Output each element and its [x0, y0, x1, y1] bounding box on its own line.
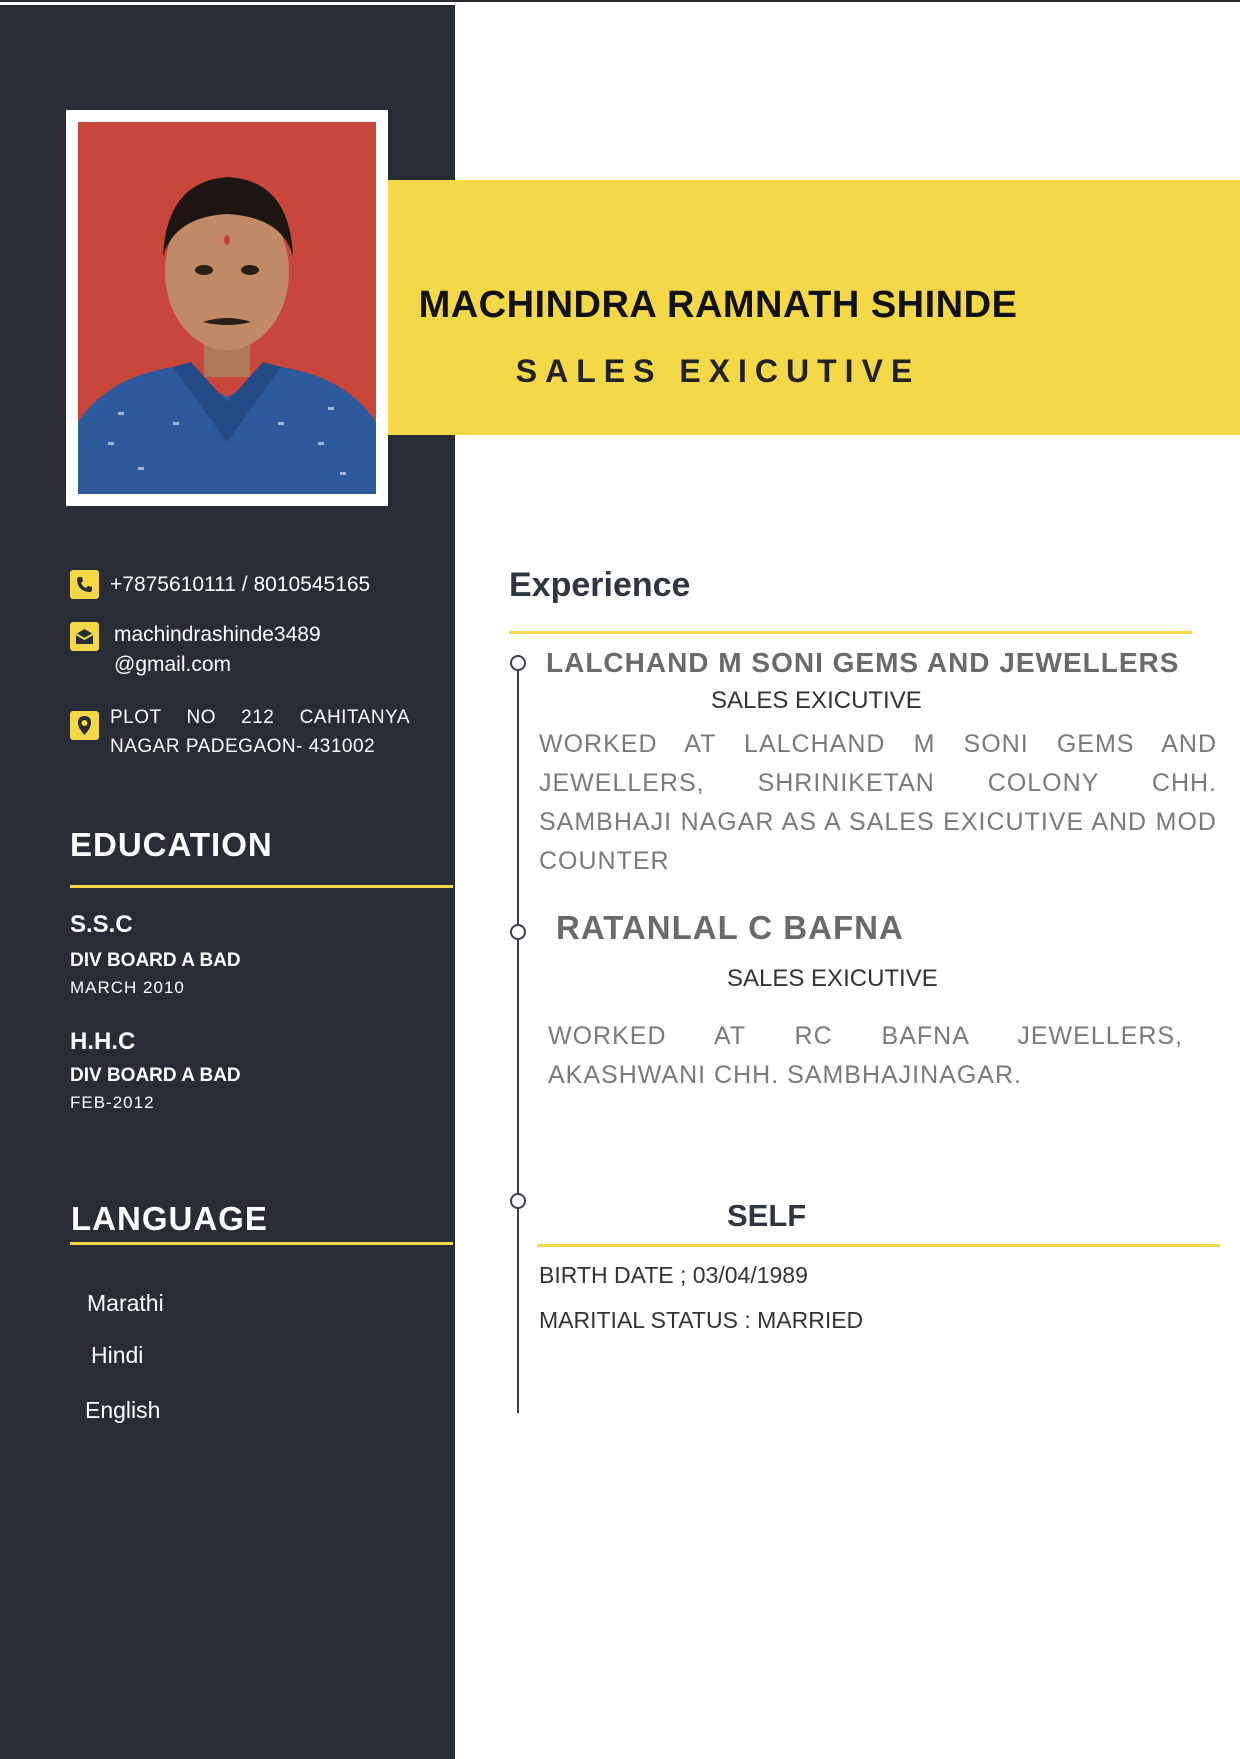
profile-photo — [78, 122, 376, 494]
company-name: LALCHAND M SONI GEMS AND JEWELLERS — [546, 647, 1180, 678]
timeline-dot — [510, 1193, 526, 1209]
education-degree: H.H.C — [70, 1028, 136, 1055]
address-line1: PLOT NO 212 CAHITANYA — [110, 707, 410, 728]
self-rule — [537, 1244, 1220, 1247]
language-item: Hindi — [91, 1342, 144, 1368]
marital-status: MARITIAL STATUS : MARRIED — [539, 1307, 864, 1333]
header-banner — [388, 180, 1240, 435]
timeline-dot — [510, 924, 526, 940]
photo-frame — [66, 110, 388, 506]
experience-heading: Experience — [509, 566, 691, 604]
address-line2: NAGAR PADEGAON- 431002 — [110, 736, 376, 757]
education-rule — [70, 885, 453, 888]
education-board: DIV BOARD A BAD — [70, 1065, 241, 1086]
education-date: FEB-2012 — [70, 1093, 155, 1112]
job-description: WORKED AT LALCHAND M SONI GEMS AND JEWELLERS, SHRINIKETAN COLONY CHH. SAMBHAJI NAGAR AS A SALES EXICUTIVE AND MOD COUNTER — [539, 730, 1217, 875]
birth-date: BIRTH DATE ; 03/04/1989 — [539, 1262, 808, 1288]
email-text-line1: machindrashinde3489 — [114, 623, 321, 646]
language-rule — [70, 1242, 453, 1245]
phone-icon — [70, 570, 99, 599]
education-heading: EDUCATION — [70, 826, 273, 863]
person-name: MACHINDRA RAMNATH SHINDE — [418, 284, 1018, 326]
language-item: English — [85, 1397, 161, 1423]
education-date: MARCH 2010 — [70, 978, 185, 997]
timeline-dot — [510, 655, 526, 671]
location-icon — [70, 711, 99, 740]
education-degree: S.S.C — [70, 911, 133, 938]
top-border — [0, 0, 1240, 2]
position-title: SALES EXICUTIVE — [727, 965, 938, 992]
language-heading: LANGUAGE — [71, 1200, 268, 1237]
address-text — [110, 703, 410, 761]
experience-rule — [509, 631, 1192, 634]
education-board: DIV BOARD A BAD — [70, 950, 241, 971]
job-title: SALES EXICUTIVE — [515, 353, 921, 389]
email-text-line2: @gmail.com — [114, 653, 232, 676]
self-heading: SELF — [727, 1198, 807, 1233]
language-item: Marathi — [87, 1290, 164, 1316]
position-title: SALES EXICUTIVE — [711, 687, 922, 714]
mail-icon — [70, 622, 99, 651]
job-description: WORKED AT RC BAFNA JEWELLERS, AKASHWANI CHH. SAMBHAJINAGAR. — [548, 1022, 1183, 1089]
company-name: RATANLAL C BAFNA — [556, 909, 904, 946]
timeline-line — [517, 665, 519, 1413]
phone-text: +7875610111 / 8010545165 — [110, 573, 371, 596]
